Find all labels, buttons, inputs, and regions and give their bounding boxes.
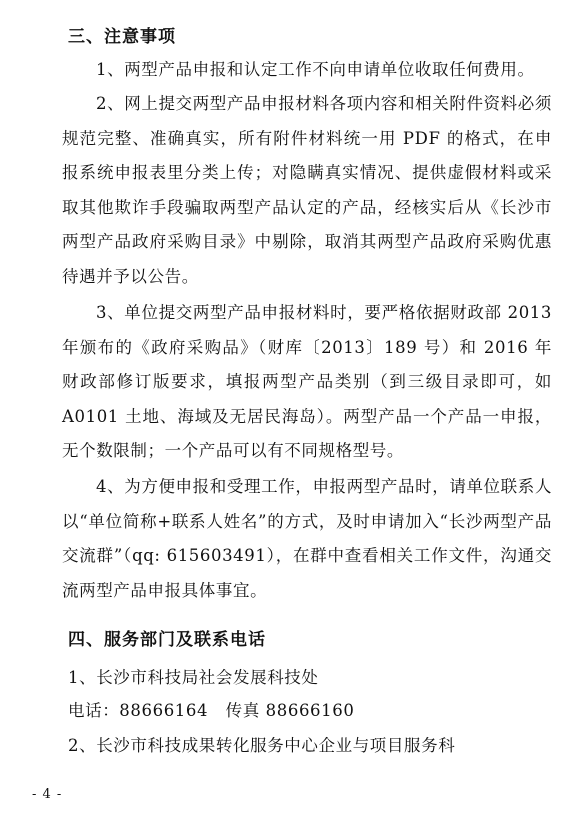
contact-phone-fax-1: 电话：88666164 传真 88666160 (68, 701, 355, 720)
note-item-3: 3、单位提交两型产品申报材料时，要严格依据财政部 2013 年颁布的《政府采购品》（财库〔2013〕189 号）和 2016 年财政部修订版要求，填报两型产品类别（到三级目录即可，如 A0101 土地、海域及无居民海岛）。两型产品一个产品一申报，无个数限制；一个产品可以有不同规格型号。 (62, 303, 552, 461)
section-heading-contacts: 四、服务部门及联系电话 (68, 630, 266, 650)
note-item-4: 4、为方便申报和受理工作，申报两型产品时，请单位联系人以“单位简称+联系人姓名”的方式，及时申请加入“长沙两型产品交流群”（qq: 615603491），在群中查看相关工作文件，沟通交流两型产品申报具体事宜。 (62, 477, 552, 600)
contact-department-1: 1、长沙市科技局社会发展科技处 (68, 668, 319, 687)
note-item-2: 2、网上提交两型产品申报材料各项内容和相关附件资料必须规范完整、准确真实，所有附件材料统一用 PDF 的格式，在申报系统申报表里分类上传；对隐瞒真实情况、提供虚假材料或采取其他欺诈手段骗取两型产品认定的产品，经核实后从《长沙市两型产品政府采购目录》中剔除，取消其两型产品政府采购优惠待遇并予以公告。 (62, 94, 552, 286)
contact-department-2: 2、长沙市科技成果转化服务中心企业与项目服务科 (68, 736, 456, 755)
note-item-1: 1、两型产品申报和认定工作不向申请单位收取任何费用。 (96, 60, 535, 79)
page-number: - 4 - (32, 787, 63, 802)
section-heading-notes: 三、注意事项 (68, 27, 176, 47)
